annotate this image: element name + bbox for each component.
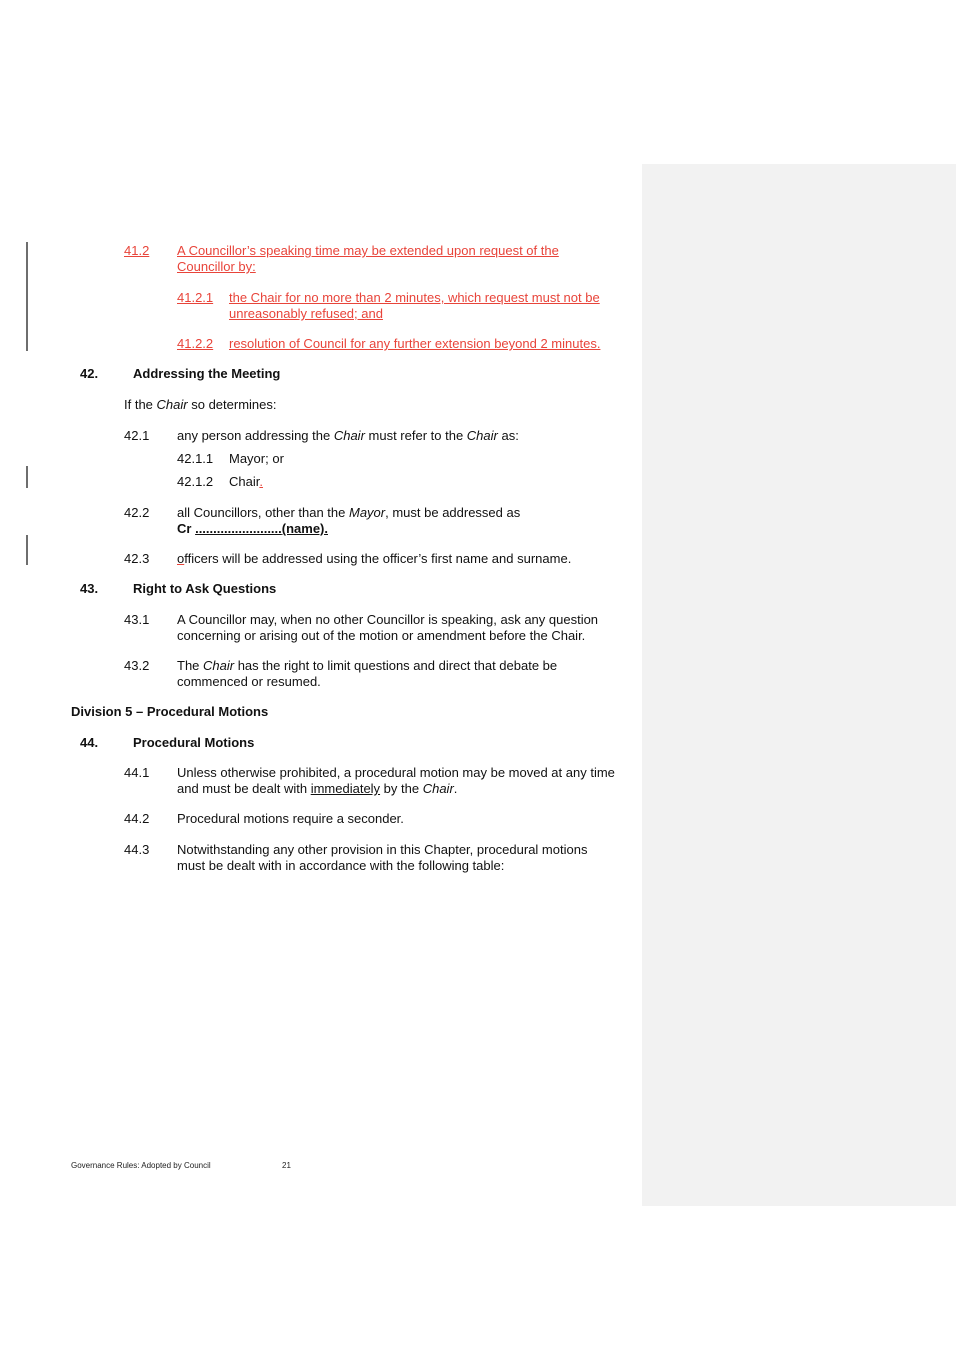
clause-42-2-number: 42.2	[124, 505, 150, 520]
change-bar-1	[26, 242, 28, 351]
section-44-number: 44.	[80, 735, 99, 750]
clause-42-1-1-number: 42.1.1	[177, 451, 214, 466]
clause-41-2-number: 41.2	[124, 243, 150, 258]
division-5-heading: Division 5 – Procedural Motions	[71, 704, 269, 719]
clause-41-2-1-text: the Chair for no more than 2 minutes, which request must not be unreasonably refused; and	[229, 290, 600, 321]
tracked-insertion-period: .	[259, 474, 263, 489]
comment-pane	[642, 164, 956, 1206]
section-42-number: 42.	[80, 366, 99, 381]
clause-44-2-text: Procedural motions require a seconder.	[177, 811, 404, 826]
clause-42-1-2-number: 42.1.2	[177, 474, 214, 489]
clause-44-3-number: 44.3	[124, 842, 150, 857]
section-43-title: Right to Ask Questions	[133, 581, 277, 596]
clause-41-2-1-number: 41.2.1	[177, 290, 214, 305]
clause-41-2-2-number: 41.2.2	[177, 336, 214, 351]
clause-43-2-number: 43.2	[124, 658, 150, 673]
clause-42-3-number: 42.3	[124, 551, 150, 566]
clause-42-1-number: 42.1	[124, 428, 150, 443]
clause-41-2-2-text: resolution of Council for any further extension beyond 2 minutes.	[229, 336, 601, 351]
clause-42-1-1-text: Mayor; or	[229, 451, 284, 466]
section-44-title: Procedural Motions	[133, 735, 255, 750]
change-bar-2	[26, 466, 28, 488]
clause-42-3-text: officers will be addressed using the officer’s first name and surname.	[177, 551, 572, 566]
change-bar-3	[26, 535, 28, 565]
clause-43-1-text: A Councillor may, when no other Councillor is speaking, ask any question concerning or arising out of the motion or amendment before the Chair.	[177, 612, 599, 643]
clause-44-3-text: Notwithstanding any other provision in this Chapter, procedural motions must be dealt with in accordance with the following table:	[177, 842, 588, 873]
clause-44-1-text: Unless otherwise prohibited, a procedural motion may be moved at any time and must be dealt with immediately by the Chair.	[177, 765, 615, 796]
clause-42-1-2-text: Chair.	[229, 474, 263, 489]
footer-page-number: 21	[282, 1161, 291, 1170]
footer-title: Governance Rules: Adopted by Council	[71, 1161, 211, 1170]
clause-41-2-text: A Councillor’s speaking time may be extended upon request of the Councillor by:	[177, 243, 559, 274]
section-42-intro: If the Chair so determines:	[124, 397, 277, 412]
section-43-number: 43.	[80, 581, 99, 596]
section-42-title: Addressing the Meeting	[133, 366, 281, 381]
clause-44-1-number: 44.1	[124, 765, 150, 780]
clause-43-2-text: The Chair has the right to limit questions and direct that debate be commenced or resumed.	[177, 658, 558, 689]
clause-43-1-number: 43.1	[124, 612, 150, 627]
clause-42-1-text: any person addressing the Chair must refer to the Chair as:	[177, 428, 519, 443]
clause-42-2-text: all Councillors, other than the Mayor, must be addressed as Cr ........................(name).	[177, 505, 521, 536]
clause-44-2-number: 44.2	[124, 811, 150, 826]
